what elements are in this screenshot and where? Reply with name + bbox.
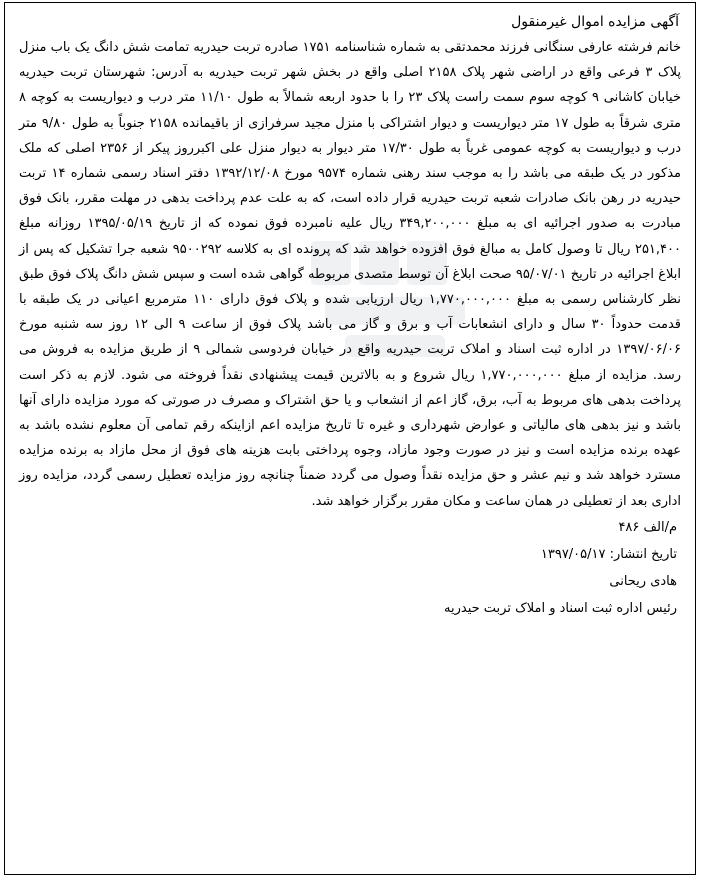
- signer-title: رئیس اداره ثبت اسناد و املاک تربت حیدریه: [444, 600, 677, 616]
- notice-body: خانم فرشته عارفی سنگانی فرزند محمدتقی به شماره شناسنامه ۱۷۵۱ صادره تربت حیدریه تمامت شش دانگ یک باب منزل پلاک ۳ فرعی واقع در اراضی شهر پلاک ۲۱۵۸ اصلی واقع در بخش شهر تربت حیدریه به آدرس: شهرستان تربت حیدریه خیابان کاشانی ۹ کوچه سوم سمت راست پلاک ۲۳ را با حدود اربعه شمالاً به طول ۱۱/۱۰ متر درب و دیواریست به کوچه ۸ متری شرقاً به طول ۱۷ متر دیواریست و دیوار اشتراکی با منزل مجید سرفرازی از باقیمانده ۲۱۵۸ جنوباً به طول ۹/۸۰ متر درب و دیواریست به کوچه عمومی غرباً به طول ۱۷/۳۰ متر دیوار به دیوار منزل علی اکبرروز پیکر از ۲۳۵۶ اصلی که ملک مذکور در یک طبقه می باشد را به موجب سند رهنی شماره ۹۵۷۴ مورخ ۱۳۹۲/۱۲/۰۸ دفتر اسناد رسمی شماره ۱۴ تربت حیدریه در رهن بانک صادرات شعبه تربت حیدریه قرار داده است، که به علت عدم پرداخت بدهی در مهلت مقرر، بانک فوق مبادرت به صدور اجرائیه ای به مبلغ ۳۴۹,۲۰۰,۰۰۰ ریال علیه نامبرده فوق نموده که از تاریخ ۱۳۹۵/۰۵/۱۹ روزانه مبلغ ۲۵۱,۴۰۰ ریال تا وصول کامل به مبالغ فوق افزوده خواهد شد که پرونده ای به کلاسه ۹۵۰۰۲۹۲ شعبه جرا تشکیل که پس از ابلاغ اجرائیه در تاریخ ۹۵/۰۷/۰۱ صحت ابلاغ آن توسط متصدی مربوطه گواهی شده است و سپس شش دانگ پلاک فوق طبق نظر کارشناس رسمی به مبلغ ۱,۷۷۰,۰۰۰,۰۰۰ ریال ارزیابی شده و پلاک فوق دارای ۱۱۰ مترمربع اعیانی در یک طبقه با قدمت حدوداً ۳۰ سال و دارای انشعابات آب و برق و گاز می باشد پلاک فوق از ساعت ۹ الی ۱۲ روز سه شنبه مورخ ۱۳۹۷/۰۶/۰۶ در اداره ثبت اسناد و املاک تربت حیدریه واقع در خیابان فردوسی شمالی ۹ از طریق مزایده به فروش می رسد. مزایده از مبلغ ۱,۷۷۰,۰۰۰,۰۰۰ ریال شروع و به بالاترین قیمت پیشنهادی نقداً فروخته می شود. لازم به ذکر است پرداخت بدهی های مربوط به آب، برق، گاز اعم از انشعاب و یا حق اشتراک و مصرف در صورتی که مورد مزایده دارای آنها باشد و نیز بدهی های مالیاتی و عوارض شهرداری و غیره تا تاریخ مزایده اعم ازاینکه رقم تمامی آن معلوم نشده باشد به عهده برنده مزایده است و نیز در صورت وجود مازاد، وجوه پرداختی بابت هزینه های فوق از محل مازاد به برنده مزایده مسترد خواهد شد و نیم عشر و حق مزایده نقداً وصول می گردد ضمناً چنانچه روز مزایده تعطیل رسمی گردد، مزایده روز اداری بعد از تعطیلی در همان ساعت و مکان مقرر برگزار خواهد شد.: [19, 40, 682, 509]
- notice-frame: [4, 2, 696, 875]
- reference-number: م/الف ۴۸۶: [618, 519, 677, 535]
- signer-name: هادی ریحانی: [609, 573, 677, 589]
- notice-title: آگهی مزایده اموال غیرمنقول: [511, 14, 679, 30]
- notice-content: [19, 9, 681, 622]
- publish-date: تاریخ انتشار: ۱۳۹۷/۰۵/۱۷: [540, 546, 677, 562]
